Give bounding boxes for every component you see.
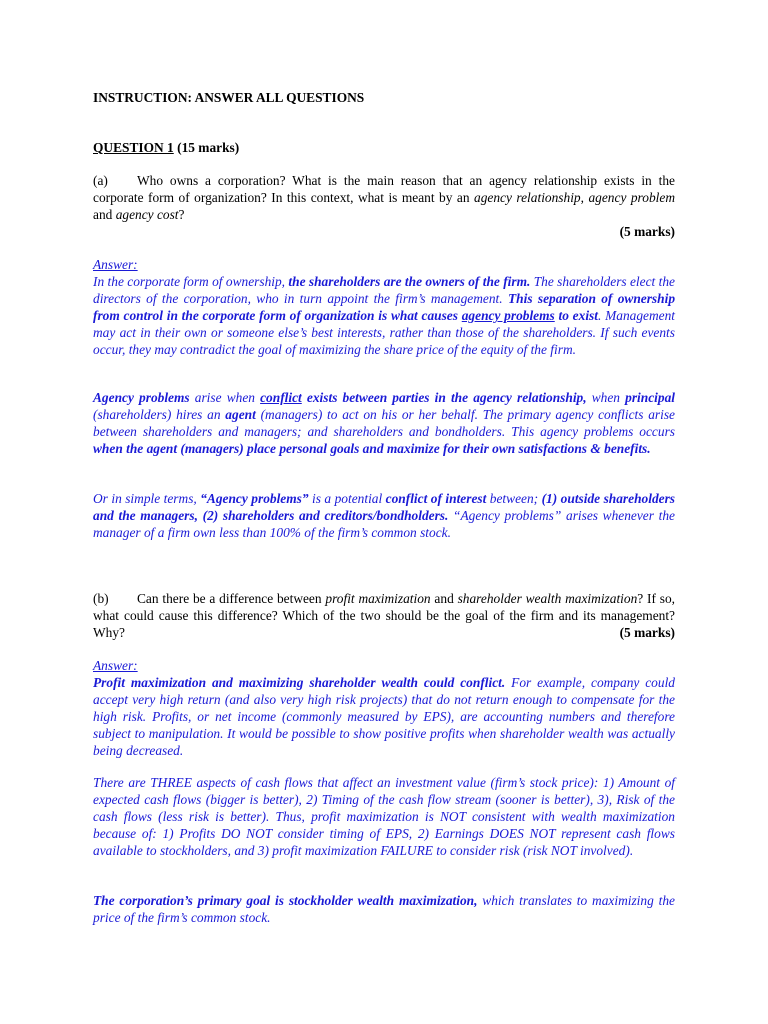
part-a-label: (a): [93, 173, 108, 188]
part-b-answer-paragraph-3: [93, 892, 675, 926]
part-b-term-shareholder-wealth: shareholder wealth maximization: [457, 591, 638, 606]
answer-text: (shareholders) hires an: [93, 407, 226, 422]
part-b-label: (b): [93, 591, 109, 606]
part-b-term-profit-maximization: profit maximization: [325, 591, 431, 606]
answer-bold: principal: [625, 390, 675, 405]
answer-text: The shareholders elect the directors of the corporation, who in turn appoint the firm’s management.: [93, 274, 675, 306]
instruction-heading: INSTRUCTION: ANSWER ALL QUESTIONS: [93, 90, 365, 105]
part-b-question-text-1: Can there be a difference between: [137, 591, 326, 606]
answer-bold-underlined: conflict: [260, 390, 302, 405]
answer-text: “Agency problems” arises whenever the manager of a firm own less than 100% of the firm’s common stock.: [93, 508, 675, 540]
part-a-question-text-3: and: [93, 207, 116, 222]
answer-text: . Management may act in their own or someone else’s best interests, rather than those of the shareholders. If such events occur, they may contradict the goal of maximizing the share price of the equity of the firm.: [93, 308, 675, 357]
part-a-answer-paragraph-3: [93, 490, 675, 541]
part-a-marks: (5 marks): [619, 224, 675, 239]
answer-bold-underlined: agency problems: [461, 308, 555, 323]
answer-bold: Agency problems: [93, 390, 190, 405]
part-b-answer-paragraph-1: [93, 674, 675, 759]
answer-text: Or in simple terms,: [93, 491, 201, 506]
answer-text: In the corporate form of ownership,: [93, 274, 289, 289]
answer-text: is a potential: [308, 491, 386, 506]
answer-bold: to exist: [554, 308, 598, 323]
answer-bold: conflict of interest: [385, 491, 487, 506]
part-a-term-agency-problem: agency problem: [588, 190, 675, 205]
answer-bold: The corporation’s primary goal is stockholder wealth maximization,: [93, 893, 478, 908]
question-1-marks: (15 marks): [177, 140, 240, 155]
answer-bold: Profit maximization and maximizing shareholder wealth could conflict.: [93, 675, 506, 690]
answer-text: when: [586, 390, 626, 405]
part-a-answer-paragraph-1: [93, 273, 675, 358]
answer-text: arise when: [189, 390, 261, 405]
part-a-term-agency-relationship: agency relationship: [474, 190, 581, 205]
part-a-question-text-4: ?: [178, 207, 185, 222]
part-b-question-text-3: ? If so, what could cause this difference? Which of the two should be the goal of the firm and its management? Why?: [93, 591, 676, 640]
part-a-question-text-2: ,: [580, 190, 589, 205]
answer-bold: “Agency problems”: [200, 491, 309, 506]
part-a-term-agency-cost: agency cost: [115, 207, 179, 222]
part-b-answer-label: Answer:: [93, 658, 138, 673]
part-b-marks: (5 marks): [619, 625, 675, 640]
answer-bold: This separation of ownership from control in the corporate form of organization is what causes: [93, 291, 676, 323]
answer-bold: (1) outside shareholders and the managers, (2) shareholders and creditors/bondholders.: [93, 491, 675, 523]
part-a-answer-paragraph-2: [93, 389, 675, 457]
answer-text: which translates to maximizing the price of the firm’s common stock.: [93, 893, 675, 925]
answer-bold: agent: [225, 407, 256, 422]
answer-text: (managers) to act on his or her behalf. The primary agency conflicts arise between shareholders and managers; and shareholders and bondholders. This agency problems occurs: [93, 407, 676, 439]
answer-bold: exists between parties in the agency relationship,: [301, 390, 587, 405]
part-a-question-text-1: Who owns a corporation? What is the main reason that an agency relationship exists in the corporate form of organization? In this context, what is meant by an: [93, 173, 675, 205]
answer-bold: when the agent (managers) place personal goals and maximize for their own satisfactions & benefits.: [93, 441, 651, 456]
question-1-title: QUESTION 1: [93, 140, 174, 155]
part-a-question: [93, 172, 675, 223]
part-b-answer-paragraph-2: There are THREE aspects of cash flows that affect an investment value (firm’s stock price): 1) Amount of expected cash flows (bigger is better), 2) Timing of the cash flow stream (sooner is better), 3), Risk of the cash flows (less risk is better). Thus, profit maximization is NOT consistent with wealth maximization because of: 1) Profits DO NOT consider timing of EPS, 2) Earnings DOES NOT represent cash flows available to stockholders, and 3) profit maximization FAILURE to consider risk (risk NOT involved).: [93, 775, 675, 858]
answer-bold: the shareholders are the owners of the firm.: [288, 274, 531, 289]
answer-text: between;: [486, 491, 542, 506]
answer-text: For example, company could accept very high return (and also very high risk projects) that do not return enough to compensate for the high risk. Profits, or net income (commonly measured by EPS), are accounting numbers and therefore subject to manipulation. It would be possible to show positive profits when shareholder wealth was actually being decreased.: [93, 675, 675, 758]
part-a-answer-label: Answer:: [93, 257, 138, 272]
part-b-question-text-2: and: [430, 591, 458, 606]
question-1-heading: [93, 139, 675, 156]
